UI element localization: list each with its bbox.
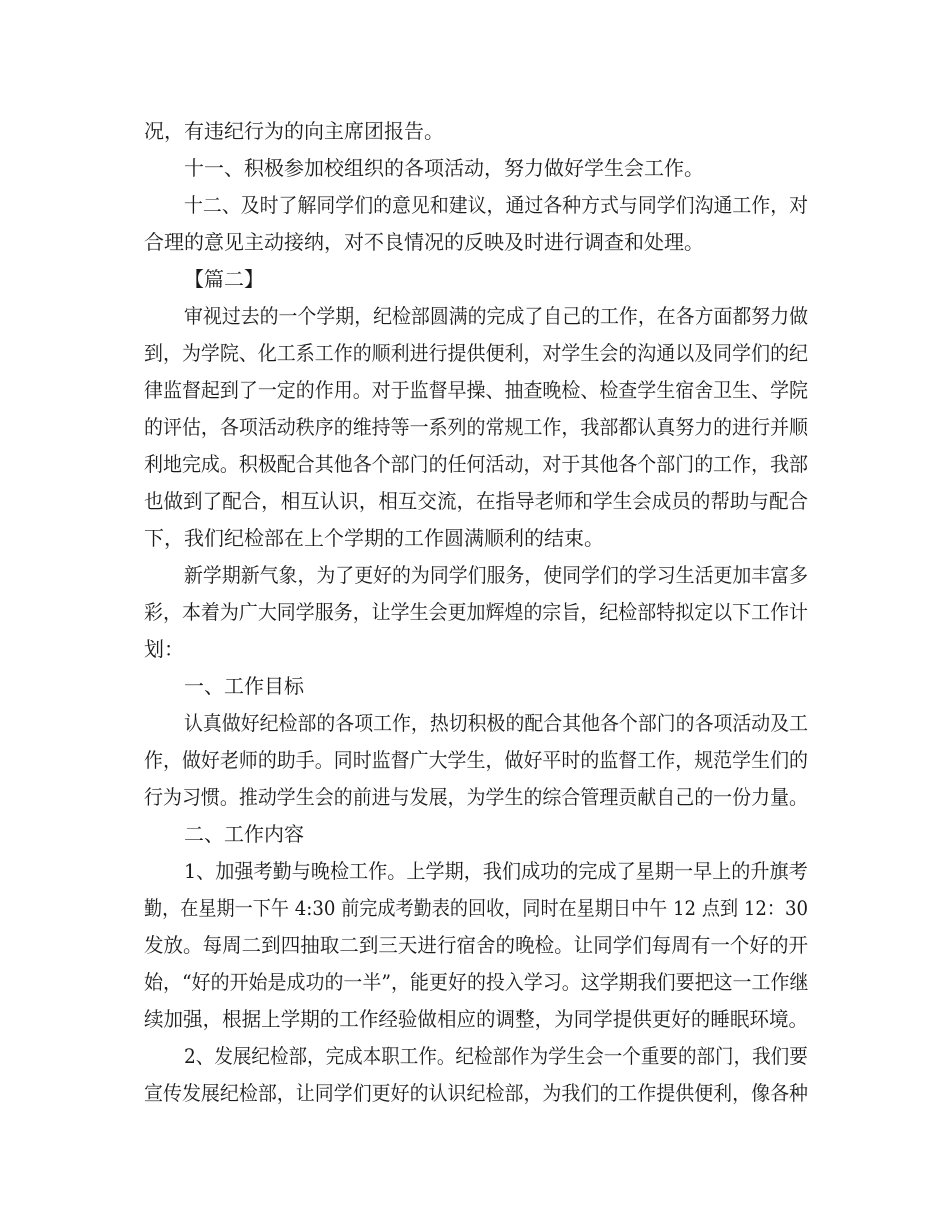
text-line: 况，有违纪行为的向主席团报告。 — [144, 119, 444, 143]
text-line: 利地完成。积极配合其他各个部门的任何活动，对于其他各个部门的工作，我部 — [144, 452, 809, 476]
text-line: 十二、及时了解同学们的意见和建议，通过各种方式与同学们沟通工作，对 — [184, 193, 809, 217]
text-line: 审视过去的一个学期，纪检部圆满的完成了自己的工作，在各方面都努力做 — [184, 304, 809, 328]
text-line: 作，做好老师的助手。同时监督广大学生，做好平时的监督工作，规范学生们的 — [144, 748, 809, 772]
text-line: 发放。每周二到四抽取二到三天进行宿舍的晚检。让同学们每周有一个好的开 — [144, 933, 809, 957]
text-line: 合理的意见主动接纳，对不良情况的反映及时进行调查和处理。 — [144, 230, 704, 254]
subheading: 二、工作内容 — [184, 822, 304, 846]
text-line: 新学期新气象，为了更好的为同学们服务，使同学们的学习生活更加丰富多 — [184, 563, 809, 587]
text-line: 认真做好纪检部的各项工作，热切积极的配合其他各个部门的各项活动及工 — [184, 711, 809, 735]
text-line: 到，为学院、化工系工作的顺利进行提供便利，对学生会的沟通以及同学们的纪 — [144, 341, 809, 365]
text-line: 彩，本着为广大同学服务，让学生会更加辉煌的宗旨，纪检部特拟定以下工作计 — [144, 600, 809, 624]
text-line: 始，“好的开始是成功的一半”，能更好的投入学习。这学期我们要把这一工作继 — [144, 970, 809, 994]
text-line: 下，我们纪检部在上个学期的工作圆满顺利的结束。 — [144, 526, 604, 550]
text-line: 1、加强考勤与晚检工作。上学期，我们成功的完成了星期一早上的升旗考 — [184, 859, 808, 883]
text-line: 勤，在星期一下午 4:30 前完成考勤表的回收，同时在星期日中午 12 点到 12：30 — [144, 896, 809, 920]
text-line: 划： — [144, 637, 184, 661]
text-line: 行为习惯。推动学生会的前进与发展，为学生的综合管理贡献自己的一份力量。 — [144, 785, 809, 809]
text-line: 宣传发展纪检部，让同学们更好的认识纪检部，为我们的工作提供便利，像各种 — [144, 1081, 809, 1105]
text-line: 续加强，根据上学期的工作经验做相应的调整，为同学提供更好的睡眠环境。 — [144, 1007, 809, 1031]
text-line: 律监督起到了一定的作用。对于监督早操、抽查晚检、检查学生宿舍卫生、学院 — [144, 378, 809, 402]
text-line: 十一、积极参加校组织的各项活动，努力做好学生会工作。 — [184, 156, 704, 180]
section-heading: 【篇二】 — [184, 267, 264, 291]
text-line: 2、发展纪检部，完成本职工作。纪检部作为学生会一个重要的部门，我们要 — [184, 1044, 808, 1068]
text-line: 的评估，各项活动秩序的维持等一系列的常规工作，我部都认真努力的进行并顺 — [144, 415, 809, 439]
subheading: 一、工作目标 — [184, 674, 304, 698]
text-line: 也做到了配合，相互认识，相互交流，在指导老师和学生会成员的帮助与配合 — [144, 489, 809, 513]
